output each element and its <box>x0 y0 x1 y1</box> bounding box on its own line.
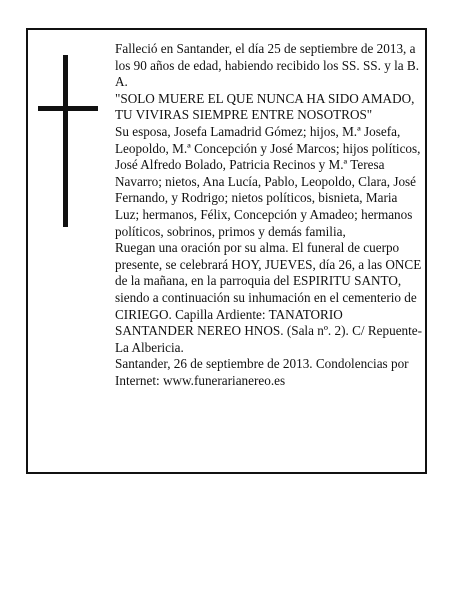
closing-line: Santander, 26 de septiembre de 2013. Condolencias por Internet: www.funerarianereo.es <box>115 356 409 388</box>
obituary-text <box>115 41 423 389</box>
funeral-details: Ruegan una oración por su alma. El funeral de cuerpo presente, se celebrará HOY, JUEVES, día 26, a las ONCE de la mañana, en la parroquia del ESPIRITU SANTO, siendo a continuación su inhumación en el cementerio de CIRIEGO. Capilla Ardiente: TANATORIO SANTANDER NEREO HNOS. (Sala nº. 2). C/ Repuente-La Albericia. <box>115 240 423 355</box>
family-list: Su esposa, Josefa Lamadrid Gómez; hijos, M.ª Josefa, Leopoldo, M.ª Concepción y José Marcos; hijos políticos, José Alfredo Bolado, Patricia Recinos y M.ª Teresa Navarro; nietos, Ana Lucía, Pablo, Leopoldo, Clara, José Fernando, y Rodrigo; nietos políticos, bisnieta, Maria Luz; hermanos, Félix, Concepción y Amadeo; hermanos políticos, sobrinos, primos y demás familia, <box>115 123 421 239</box>
obituary-frame <box>26 28 427 474</box>
cross-vertical-bar <box>63 55 68 227</box>
cross-horizontal-bar <box>38 106 98 111</box>
cross-icon <box>38 55 98 227</box>
death-announcement: Falleció en Santander, el día 25 de septiembre de 2013, a los 90 años de edad, habiendo recibido los SS. SS. y la B. A. <box>115 41 420 90</box>
memorial-quote: "SOLO MUERE EL QUE NUNCA HA SIDO AMADO, TU VIVIRAS SIEMPRE ENTRE NOSOTROS" <box>115 90 415 123</box>
